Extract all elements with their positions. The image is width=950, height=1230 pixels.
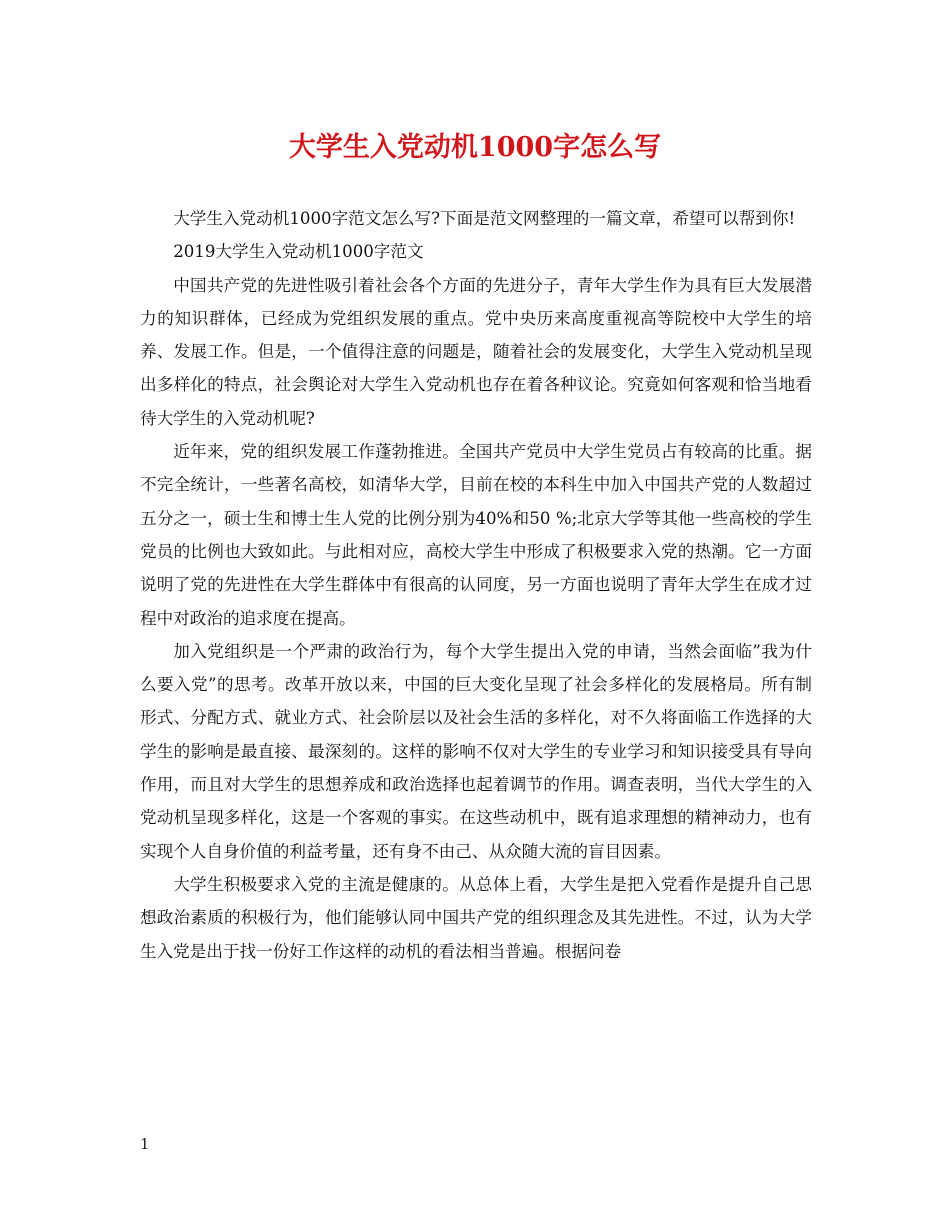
paragraph-1: 中国共产党的先进性吸引着社会各个方面的先进分子，青年大学生作为具有巨大发展潜力的知识群体，已经成为党组织发展的重点。党中央历来高度重视高等院校中大学生的培养、发展工作。但是，一个值得注意的问题是，随着社会的发展变化，大学生入党动机呈现出多样化的特点，社会舆论对大学生入党动机也存在着各种议论。究竟如何客观和恰当地看待大学生的入党动机呢?: [140, 275, 812, 428]
paragraph-intro: 大学生入党动机1000字范文怎么写?下面是范文网整理的一篇文章，希望可以帮到你!: [173, 209, 796, 228]
page-number: 1: [140, 1135, 150, 1153]
document-title: 大学生入党动机1000字怎么写: [288, 132, 662, 163]
document-body: [140, 202, 812, 968]
paragraph-4: 大学生积极要求入党的主流是健康的。从总体上看，大学生是把入党看作是提升自己思想政治素质的积极行为，他们能够认同中国共产党的组织理念及其先进性。不过，认为大学生入党是出于找一份好工作这样的动机的看法相当普遍。根据问卷: [140, 874, 812, 961]
paragraph-3: 加入党组织是一个严肃的政治行为，每个大学生提出入党的申请，当然会面临”我为什么要入党”的思考。改革开放以来，中国的巨大变化呈现了社会多样化的发展格局。所有制形式、分配方式、就业方式、社会阶层以及社会生活的多样化，对不久将面临工作选择的大学生的影响是最直接、最深刻的。这样的影响不仅对大学生的专业学习和知识接受具有导向作用，而且对大学生的思想养成和政治选择也起着调节的作用。调查表明，当代大学生的入党动机呈现多样化，这是一个客观的事实。在这些动机中，既有追求理想的精神动力，也有实现个人自身价值的利益考量，还有身不由己、从众随大流的盲目因素。: [140, 641, 812, 861]
paragraph-subtitle: 2019大学生入党动机1000字范文: [173, 242, 424, 262]
paragraph-2: 近年来，党的组织发展工作蓬勃推进。全国共产党员中大学生党员占有较高的比重。据不完全统计，一些著名高校，如清华大学，目前在校的本科生中加入中国共产党的人数超过五分之一，硕士生和博士生人党的比例分别为40%和50 %;北京大学等其他一些高校的学生党员的比例也大致如此。与此相对应，高校大学生中形成了积极要求入党的热潮。它一方面说明了党的先进性在大学生群体中有很高的认同度，另一方面也说明了青年大学生在成才过程中对政治的追求度在提高。: [140, 442, 812, 628]
